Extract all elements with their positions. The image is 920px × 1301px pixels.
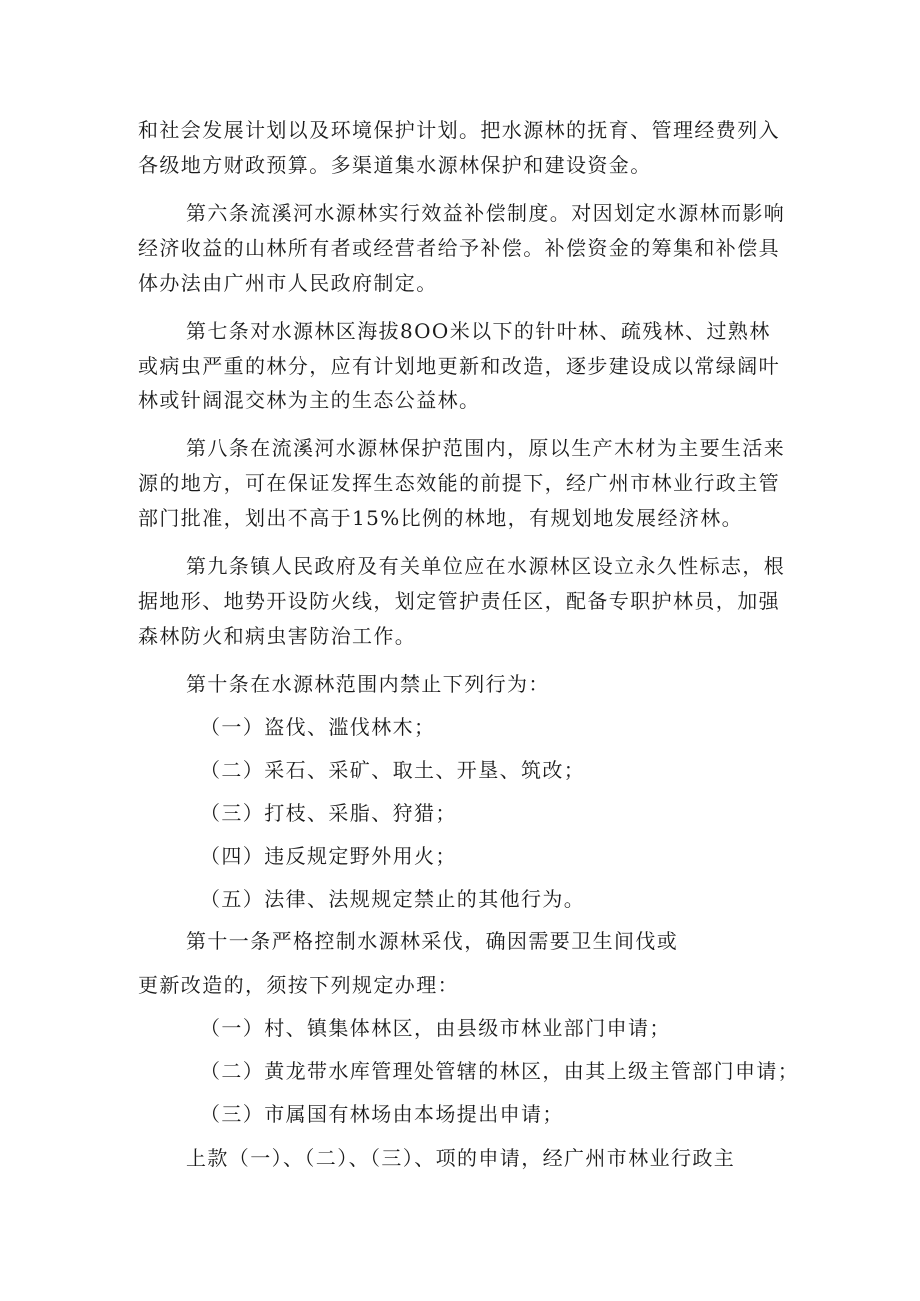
article-11-line: 更新改造的，须按下列规定办理： [138, 973, 459, 997]
list-item: （三）市属国有林场由本场提出申请； [200, 1102, 564, 1126]
list-item: （二）黄龙带水库管理处管辖的林区，由其上级主管部门申请； [200, 1059, 800, 1083]
article-9-line: 森林防火和病虫害防治工作。 [138, 624, 417, 648]
article-9-line: 据地形、地势开设防火线，划定管护责任区，配备专职护林员，加强 [138, 589, 780, 613]
article-6-line: 第六条流溪河水源林实行效益补偿制度。对因划定水源林而影响 [186, 201, 786, 225]
article-10-line: 第十条在水源林范围内禁止下列行为： [186, 672, 550, 696]
article-8-line: 源的地方，可在保证发挥生态效能的前提下，经广州市林业行政主管 [138, 471, 780, 495]
list-item: （一）村、镇集体林区，由县级市林业部门申请； [200, 1016, 671, 1040]
article-7-line: 林或针阔混交林为主的生态公益林。 [138, 388, 481, 412]
article-6-line: 经济收益的山林所有者或经营者给予补偿。补偿资金的筹集和补偿具 [138, 236, 780, 260]
list-item: （二）采石、采矿、取土、开垦、筑改； [200, 758, 586, 782]
list-item: （五）法律、法规规定禁止的其他行为。 [200, 887, 586, 911]
article-8-line: 第八条在流溪河水源林保护范围内，原以生产木材为主要生活来 [186, 436, 786, 460]
article-11-line: 第十一条严格控制水源林采伐，确因需要卫生间伐或 [186, 929, 679, 953]
article-7-line: 或病虫严重的林分，应有计划地更新和改造，逐步建设成以常绿阔叶 [138, 354, 780, 378]
list-item: （四）违反规定野外用火； [200, 844, 457, 868]
article-6-line: 体办法由广州市人民政府制定。 [138, 271, 438, 295]
paragraph-line: 和社会发展计划以及环境保护计划。把水源林的抚育、管理经费列入 [138, 118, 780, 142]
paragraph-line: 各级地方财政预算。多渠道集水源林保护和建设资金。 [138, 153, 652, 177]
list-item: （三）打枝、采脂、狩猎； [200, 801, 457, 825]
article-9-line: 第九条镇人民政府及有关单位应在水源林区设立永久性标志，根 [186, 554, 786, 578]
paragraph-line: 上款（一）、（二）、（三）、项的申请，经广州市林业行政主 [186, 1146, 736, 1170]
article-8-line: 部门批准，划出不高于15%比例的林地，有规划地发展经济林。 [138, 506, 744, 530]
article-7-line: 第七条对水源林区海拔8OO米以下的针叶林、疏残林、过熟林 [186, 319, 771, 343]
list-item: （一）盗伐、滥伐林木； [200, 715, 436, 739]
